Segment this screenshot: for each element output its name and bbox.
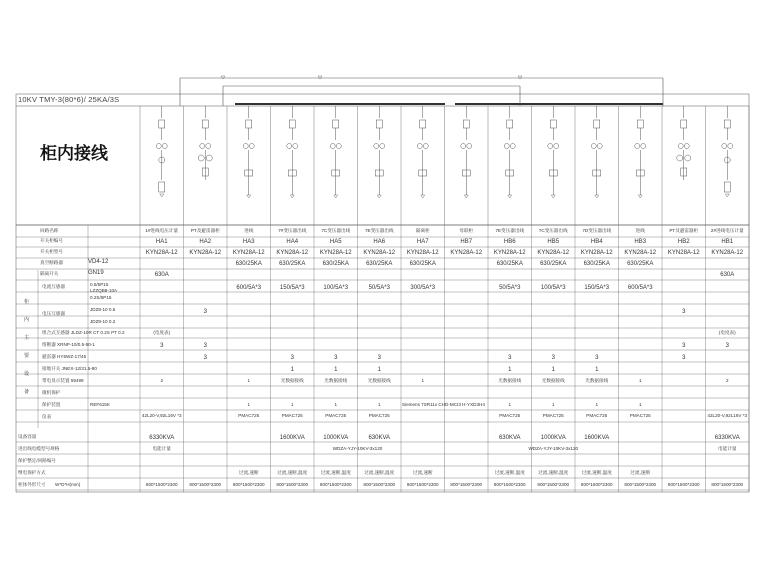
col-indicator: 光数据接线 (367, 378, 391, 383)
row-label: 柜体外形尺寸 (18, 482, 46, 487)
col-name: 7D变压器出线 (582, 228, 612, 233)
col-no: HA7 (416, 239, 429, 245)
row-label: 回路名称 (40, 228, 59, 233)
ct-symbol (678, 144, 683, 149)
col-capacity: 1600KVA (279, 435, 305, 441)
row-label: 保护装置 (42, 402, 61, 407)
col-no: HA6 (373, 239, 386, 245)
col-capacity: 6330KVA (714, 435, 740, 441)
col-model: KYN28A-12 (580, 250, 613, 256)
ct-symbol (591, 144, 596, 149)
ct-symbol (287, 144, 292, 149)
col-relay: 1 (247, 402, 251, 407)
ground-symbol (551, 195, 555, 198)
ct-symbol (722, 144, 727, 149)
col-meter: PMAC725 (499, 413, 521, 418)
ct-symbol (374, 144, 379, 149)
model-pt2: JDZ8-10 0.2 (90, 319, 116, 324)
ground-symbol (334, 195, 338, 198)
col-indicator: 光数据接线 (324, 378, 348, 383)
col-rating: 630/25KA (496, 261, 523, 267)
size-label: W*D*H(mm) (55, 482, 81, 487)
col-name: 7#变压器出线 (278, 228, 307, 233)
col-no: HA3 (242, 239, 255, 245)
col-model: KYN28A-12 (319, 250, 352, 256)
col-name: 7E变压器出线 (495, 228, 525, 233)
model-ct: LZZQB8-10A (90, 288, 118, 293)
ground-symbol (421, 195, 425, 198)
col-meter: PMAC725 (542, 413, 564, 418)
breaker-symbol (724, 120, 730, 128)
col-no: HB5 (547, 239, 560, 245)
ct-symbol (504, 144, 509, 149)
ct-symbol (684, 144, 689, 149)
col-relay: 1 (290, 402, 294, 407)
upper-frame (16, 94, 749, 225)
col-size: 800*1500*2300 (276, 482, 309, 487)
ct-symbol (380, 144, 385, 149)
col-size: 800*1500*2300 (537, 482, 570, 487)
col-protect: 过流,速断 (630, 470, 651, 475)
pt-symbol (206, 155, 212, 161)
breaker-symbol (681, 120, 687, 128)
model-fuse: 熔断器 XRNP-10/0.5-50-1 (42, 342, 95, 347)
col-no: HA4 (286, 239, 299, 245)
pt-symbol (677, 155, 683, 161)
col-name: 7C变压器出线 (321, 228, 351, 233)
row-label: 开关柜编号 (40, 238, 63, 243)
col-ct: 600/5A*3 (627, 285, 653, 291)
col-indicator: 1 (638, 378, 642, 383)
ground-symbol (508, 195, 512, 198)
ct-symbol (467, 144, 472, 149)
breaker-symbol (594, 120, 600, 128)
ct-symbol (156, 144, 161, 149)
breaker-symbol (507, 120, 513, 128)
col-ct: 600/5A*3 (236, 285, 262, 291)
col-indicator: 光数据接线 (498, 378, 522, 383)
col-ct: 50/5A*3 (368, 285, 390, 291)
col-pt: 3 (203, 309, 207, 315)
ct-symbol (510, 144, 515, 149)
col-model: KYN28A-12 (232, 250, 265, 256)
pt-symbol (198, 155, 204, 161)
bus-title: 10KV TMY-3(80*6)/ 25KA/3S (18, 95, 120, 104)
col-model: KYN28A-12 (667, 250, 700, 256)
col-grounding: 1 (551, 367, 555, 373)
ct-symbol (206, 144, 211, 149)
col-no: HA1 (155, 239, 168, 245)
col-no: HB7 (460, 239, 473, 245)
col-indicator: 光数据接线 (585, 378, 609, 383)
pt-symbol (685, 155, 691, 161)
col-size: 800*1500*2300 (450, 482, 483, 487)
col-indicator: 光数据接线 (280, 378, 304, 383)
col-protect: 过流,速断 (238, 470, 259, 475)
arrester-symbol (724, 182, 730, 192)
row-label: 设备容量 (18, 434, 37, 439)
col-ct: 300/5A*3 (410, 285, 436, 291)
col-protect: 过流,速断,温度 (494, 470, 525, 475)
row-label: 隔离开关 (40, 271, 59, 276)
col-arrester: 3 (595, 355, 599, 361)
breaker-symbol (202, 120, 208, 128)
arrow-marker (221, 76, 225, 79)
ct-symbol (330, 144, 335, 149)
col-name: 1#进线电压计量 (145, 228, 179, 233)
col-name: 7E变压器出线 (364, 228, 394, 233)
col-capacity: 1000KVA (540, 435, 566, 441)
col-grounding: 1 (595, 367, 599, 373)
row-label: 保护整定/回路编号 (18, 458, 57, 463)
col-no: HB1 (721, 239, 734, 245)
ct-symbol (336, 144, 341, 149)
col-model: KYN28A-12 (406, 250, 439, 256)
col-relay: 1 (551, 402, 555, 407)
model-ct1: 0.5/5P15 (90, 282, 109, 287)
arrow-marker (318, 76, 322, 79)
side-label: 设 (24, 371, 30, 377)
model-pt1: JDZ8-10 0.5 (90, 307, 116, 312)
arrow-marker (518, 76, 522, 79)
col-name: PT及避雷器柜 (190, 228, 220, 233)
cable-spec-left: WDZA-YJY-10KV-3x120 (332, 446, 383, 451)
col-name: 进线 (244, 228, 254, 233)
col-model: KYN28A-12 (711, 250, 744, 256)
col-protect: 过流,速断,温度 (277, 470, 308, 475)
breaker-symbol (376, 120, 382, 128)
col-meter: PMAC725 (238, 413, 260, 418)
ct-symbol (423, 144, 428, 149)
ground-symbol (290, 195, 294, 198)
row-label: 继电保护方式 (18, 470, 46, 475)
ground-symbol (247, 195, 251, 198)
col-pt: 3 (682, 309, 686, 315)
col-name: 隔离柜 (415, 228, 430, 233)
ct-symbol (728, 144, 733, 149)
col-relay: 1 (508, 402, 512, 407)
col-indicator: 2 (725, 378, 729, 383)
ct-symbol (597, 144, 602, 149)
col-relay: 1 (595, 402, 599, 407)
col-indicator: 光数据接线 (541, 378, 565, 383)
col-relay: 1 (377, 402, 381, 407)
model-vd: VD4-12 (88, 259, 109, 265)
col-capacity: 630KVA (368, 435, 391, 441)
ground-symbol (595, 195, 599, 198)
col-combo: (电度表) (153, 330, 171, 335)
col-no: HA5 (329, 239, 342, 245)
ground-symbol (464, 195, 468, 198)
col-arrester: 3 (508, 355, 512, 361)
col-size: 800*1500*2300 (667, 482, 700, 487)
col-meter: PMAC725 (629, 413, 651, 418)
col-indicator: 1 (247, 378, 251, 383)
ct-symbol (641, 144, 646, 149)
ct-symbol (200, 144, 205, 149)
col-size: 800*1500*2300 (232, 482, 265, 487)
breaker-symbol (159, 120, 165, 128)
col-fuse: 3 (160, 343, 164, 349)
side-label: 内 (24, 317, 30, 323)
row-label: 真空断路器 (40, 260, 63, 265)
row-label: 开关柜型号 (40, 249, 63, 254)
col-size: 800*1500*2300 (406, 482, 439, 487)
side-label: 柜 (24, 299, 30, 305)
col-no: HA2 (199, 239, 212, 245)
col-arrester: 3 (334, 355, 338, 361)
col-no: HB4 (590, 239, 603, 245)
ground-symbol (160, 194, 164, 197)
col-grounding: 1 (334, 367, 338, 373)
ct-symbol (162, 144, 167, 149)
row-label: 电流互感器 (42, 284, 65, 289)
col-model: KYN28A-12 (450, 250, 483, 256)
col-ct: 100/5A*3 (323, 285, 349, 291)
arrester-symbol (159, 182, 165, 192)
breaker-symbol (289, 120, 295, 128)
col-model: KYN28A-12 (145, 250, 178, 256)
col-meter: PMAC725 (325, 413, 347, 418)
col-rating: 630/25KA (409, 261, 436, 267)
col-meter: PMAC725 (586, 413, 608, 418)
col-indicator: 2 (160, 378, 164, 383)
col-rating: 630/25KA (627, 261, 654, 267)
breaker-symbol (246, 120, 252, 128)
col-no: HB2 (677, 239, 690, 245)
ct-symbol (243, 144, 248, 149)
ct-symbol (417, 144, 422, 149)
col-protect: 过流,速断,温度 (538, 470, 569, 475)
col-capacity: 630KVA (498, 435, 521, 441)
row-label: 微机保护 (42, 390, 61, 395)
col-fuse: 3 (203, 343, 207, 349)
col-arrester: 3 (203, 355, 207, 361)
col-name: 7C变压器出线 (538, 228, 568, 233)
col-relay: Siemens 7SR11x CHD-MCI3 H-YXD3H4 (402, 402, 485, 407)
ct-symbol (554, 144, 559, 149)
col-capacity: 6330KVA (149, 435, 175, 441)
ground-symbol (725, 194, 729, 197)
col-name: 母联柜 (459, 228, 474, 233)
col-grounding: 1 (508, 367, 512, 373)
col-rating: 630/25KA (540, 261, 567, 267)
side-label: 备 (24, 389, 30, 395)
col-size: 800*1500*2300 (711, 482, 744, 487)
col-combo: (电度表) (718, 330, 736, 335)
ct-symbol (635, 144, 640, 149)
col-model: KYN28A-12 (493, 250, 526, 256)
col-meter: 42L20-V,92L16V *3 (707, 413, 748, 418)
breaker-symbol (637, 120, 643, 128)
col-ct: 150/5A*3 (584, 285, 610, 291)
ground-symbol (638, 195, 642, 198)
metering-note: 电能计量 (718, 446, 737, 451)
col-disconn: 630A (154, 272, 169, 278)
model-arrester: 避雷器 HY5WZ-17/45 (42, 354, 87, 359)
col-relay: 1 (638, 402, 642, 407)
col-ct: 150/5A*3 (279, 285, 305, 291)
breaker-symbol (420, 120, 426, 128)
ct-symbol (249, 144, 254, 149)
col-meter: PMAC725 (281, 413, 303, 418)
col-rating: 630/25KA (366, 261, 393, 267)
model-grounding: 接地开关 JNEX-12/31.5-80 (42, 366, 97, 371)
cable-spec-right: WDZA-YJY-10KV-3x120 (528, 446, 579, 451)
col-meter: PMAC725 (368, 413, 390, 418)
col-ct: 100/5A*3 (540, 285, 566, 291)
col-size: 800*1500*2300 (189, 482, 222, 487)
row-label: 进出线电缆型号规格 (18, 446, 60, 451)
side-label: 主 (24, 335, 30, 341)
model-combo: 组合式互感器 JLDZ-10R CT 0.2S PT 0.2 (42, 330, 125, 335)
col-rating: 630/25KA (583, 261, 610, 267)
col-meter: 42L20-V,92L16V *3 (141, 413, 182, 418)
col-capacity: 1000KVA (323, 435, 349, 441)
model-indicator: 带电显示装置 59499 (42, 378, 84, 383)
col-arrester: 3 (290, 355, 294, 361)
col-model: KYN28A-12 (189, 250, 222, 256)
col-rating: 630/25KA (235, 261, 262, 267)
col-indicator: 1 (421, 378, 425, 383)
col-arrester: 3 (377, 355, 381, 361)
col-name: 进线 (635, 228, 645, 233)
col-grounding: 1 (377, 367, 381, 373)
col-size: 800*1500*2300 (363, 482, 396, 487)
col-name: 2#进线电压计量 (710, 228, 744, 233)
col-no: HB3 (634, 239, 647, 245)
col-size: 800*1500*2300 (145, 482, 178, 487)
model-ct2: 0.2S/5P15 (90, 295, 112, 300)
col-size: 800*1500*2300 (319, 482, 352, 487)
col-fuse: 3 (682, 343, 686, 349)
col-size: 800*1500*2300 (624, 482, 657, 487)
col-size: 800*1500*2300 (493, 482, 526, 487)
col-protect: 过流,速断,温度 (581, 470, 612, 475)
col-rating: 630/25KA (322, 261, 349, 267)
col-arrester: 3 (682, 355, 686, 361)
breaker-symbol (333, 120, 339, 128)
col-rating: 630/25KA (279, 261, 306, 267)
col-model: KYN28A-12 (276, 250, 309, 256)
col-no: HB6 (503, 239, 516, 245)
ct-symbol (461, 144, 466, 149)
col-fuse: 3 (725, 343, 729, 349)
side-label: 要 (24, 353, 30, 359)
col-protect: 过流,速断,温度 (364, 470, 395, 475)
col-protect: 过流,速断,温度 (320, 470, 351, 475)
col-model: KYN28A-12 (537, 250, 570, 256)
col-size: 800*1500*2300 (580, 482, 613, 487)
col-ct: 50/5A*3 (499, 285, 521, 291)
col-relay: 1 (334, 402, 338, 407)
col-arrester: 3 (551, 355, 555, 361)
row-label: 电压互感器 (42, 311, 65, 316)
col-protect: 过流,速断 (412, 470, 433, 475)
model-relay: REF615K (90, 402, 110, 407)
metering-note: 电能计量 (152, 446, 171, 451)
col-name: PT及避雷器柜 (669, 228, 699, 233)
col-disconn: 630A (720, 272, 735, 278)
breaker-symbol (550, 120, 556, 128)
page-title: 柜内接线 (40, 144, 108, 164)
ground-symbol (377, 195, 381, 198)
col-model: KYN28A-12 (363, 250, 396, 256)
col-capacity: 1600KVA (584, 435, 610, 441)
model-gn: GN19 (88, 270, 104, 276)
ct-symbol (293, 144, 298, 149)
ct-symbol (548, 144, 553, 149)
row-label: 仪表 (42, 414, 52, 419)
col-grounding: 1 (290, 367, 294, 373)
col-model: KYN28A-12 (624, 250, 657, 256)
breaker-symbol (463, 120, 469, 128)
